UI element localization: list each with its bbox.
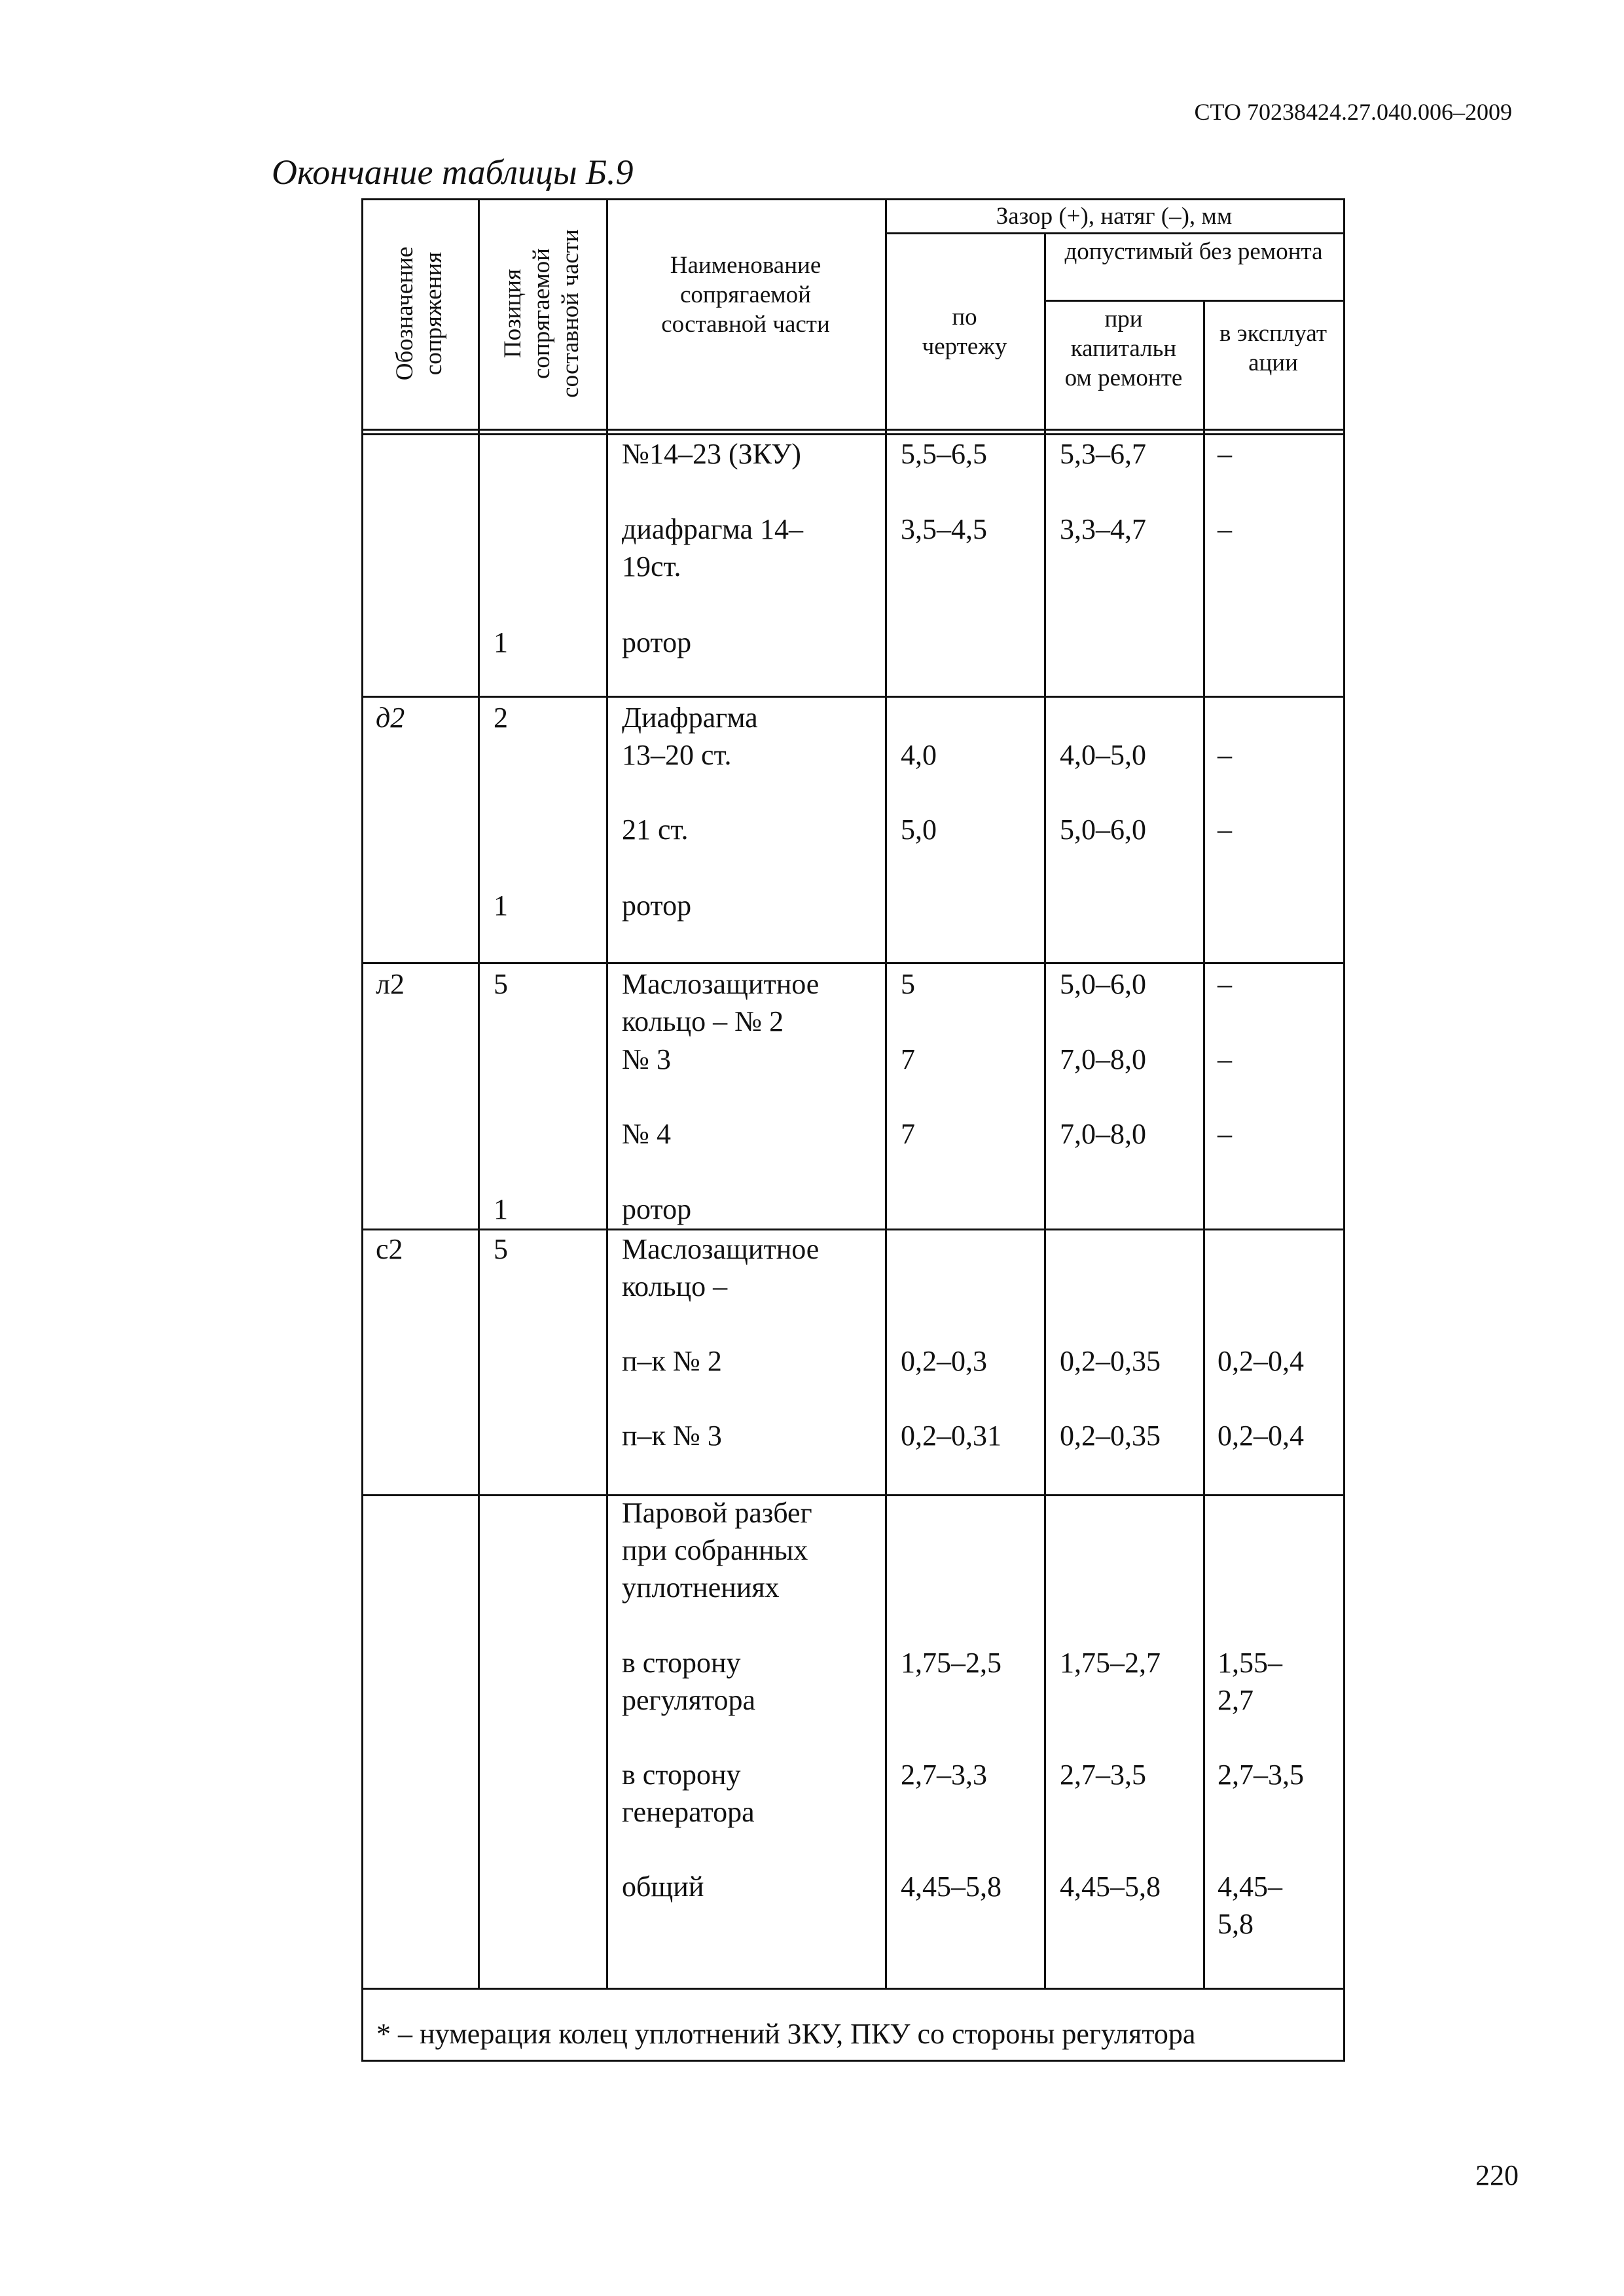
page-number: 220 xyxy=(1475,2159,1519,2191)
cell-per-drawing: 3,5–4,5 xyxy=(901,513,987,545)
cell-designation: л2 xyxy=(376,968,405,1000)
cell-designation: д2 xyxy=(376,702,405,734)
cell-overhaul: 0,2–0,35 xyxy=(1060,1420,1161,1452)
cell-position: 1 xyxy=(494,889,508,922)
cell-overhaul: 3,3–4,7 xyxy=(1060,513,1146,545)
cell-operation: – xyxy=(1218,814,1232,846)
cell-part-name: п–к № 2 xyxy=(622,1345,722,1377)
cell-part-name: ротор xyxy=(622,1193,692,1225)
column-divider xyxy=(606,198,608,1988)
cell-operation: 0,2–0,4 xyxy=(1218,1345,1304,1377)
cell-per-drawing: 5,0 xyxy=(901,814,937,846)
cell-overhaul: 4,0–5,0 xyxy=(1060,739,1146,771)
table-border-top xyxy=(361,198,1345,200)
cell-position: 2 xyxy=(494,702,508,734)
cell-part-name: п–к № 3 xyxy=(622,1420,722,1452)
row-divider xyxy=(361,1494,1345,1496)
row-divider xyxy=(361,1229,1345,1230)
cell-overhaul: 7,0–8,0 xyxy=(1060,1043,1146,1075)
header-mating-position: Позиция сопрягаемой составной части xyxy=(499,229,584,398)
header-mating-name: Наименование сопрягаемой составной части xyxy=(661,252,830,338)
cell-operation: – xyxy=(1218,438,1232,470)
cell-part-name: 13–20 ст. xyxy=(622,739,732,771)
cell-per-drawing: 7 xyxy=(901,1118,915,1150)
row-divider xyxy=(361,962,1345,964)
header-clearance-group: Зазор (+), натяг (–), мм xyxy=(996,203,1233,230)
header-subline xyxy=(1044,300,1345,302)
cell-operation: – xyxy=(1218,968,1232,1000)
header-allowed-group: допустимый без ремонта xyxy=(1064,238,1323,265)
cell-per-drawing: 4,45–5,8 xyxy=(901,1871,1001,1903)
column-divider xyxy=(478,198,480,1988)
table-border-left xyxy=(361,198,363,2062)
cell-overhaul: 5,0–6,0 xyxy=(1060,968,1146,1000)
cell-operation: – xyxy=(1218,1043,1232,1075)
table-footnote: * – нумерация колец уплотнений ЗКУ, ПКУ со стороны регулятора xyxy=(376,2018,1196,2050)
row-divider xyxy=(361,696,1345,698)
header-overhaul: при капитальн ом ремонте xyxy=(1064,306,1183,391)
cell-per-drawing: 0,2–0,3 xyxy=(901,1345,987,1377)
cell-part-name: №14–23 (ЗКУ) xyxy=(622,438,801,470)
table-border-bottom xyxy=(361,2060,1345,2062)
cell-overhaul: 7,0–8,0 xyxy=(1060,1118,1146,1150)
cell-part-name: Диафрагма xyxy=(622,702,758,734)
footnote-divider xyxy=(361,1988,1345,1990)
cell-part-name: ротор xyxy=(622,889,692,922)
header-divider xyxy=(361,429,1345,431)
cell-per-drawing: 5 xyxy=(901,968,915,1000)
cell-operation: 1,55– 2,7 xyxy=(1218,1647,1282,1716)
cell-part-name: общий xyxy=(622,1871,704,1903)
cell-operation: – xyxy=(1218,739,1232,771)
cell-operation: – xyxy=(1218,1118,1232,1150)
cell-operation: 4,45– 5,8 xyxy=(1218,1871,1282,1940)
cell-per-drawing: 1,75–2,5 xyxy=(901,1647,1001,1679)
cell-position: 1 xyxy=(494,1193,508,1225)
cell-position: 5 xyxy=(494,968,508,1000)
cell-position: 5 xyxy=(494,1233,508,1265)
column-divider xyxy=(1044,232,1046,1988)
cell-per-drawing: 5,5–6,5 xyxy=(901,438,987,470)
cell-per-drawing: 0,2–0,31 xyxy=(901,1420,1001,1452)
column-divider xyxy=(1203,300,1205,1988)
cell-part-name: 21 ст. xyxy=(622,814,689,846)
header-subline xyxy=(885,232,1345,234)
cell-overhaul: 1,75–2,7 xyxy=(1060,1647,1161,1679)
header-divider xyxy=(361,433,1345,435)
table-caption: Окончание таблицы Б.9 xyxy=(272,152,634,192)
cell-designation: с2 xyxy=(376,1233,403,1265)
cell-overhaul: 5,0–6,0 xyxy=(1060,814,1146,846)
cell-overhaul: 0,2–0,35 xyxy=(1060,1345,1161,1377)
cell-part-name: Паровой разбег при собранных уплотнениях xyxy=(622,1497,812,1604)
cell-part-name: Маслозащитное кольцо – xyxy=(622,1233,820,1302)
cell-overhaul: 4,45–5,8 xyxy=(1060,1871,1161,1903)
header-operation: в эксплуат ации xyxy=(1219,320,1327,376)
cell-part-name: № 4 xyxy=(622,1118,671,1150)
cell-part-name: диафрагма 14– 19ст. xyxy=(622,513,804,583)
cell-operation: 0,2–0,4 xyxy=(1218,1420,1304,1452)
cell-position: 1 xyxy=(494,626,508,658)
cell-part-name: Маслозащитное кольцо – № 2 xyxy=(622,968,820,1037)
table-border-right xyxy=(1343,198,1345,2062)
cell-overhaul: 2,7–3,5 xyxy=(1060,1759,1146,1791)
cell-per-drawing: 2,7–3,3 xyxy=(901,1759,987,1791)
cell-overhaul: 5,3–6,7 xyxy=(1060,438,1146,470)
document-code: СТО 70238424.27.040.006–2009 xyxy=(1194,99,1512,125)
cell-part-name: в сторону регулятора xyxy=(622,1647,756,1716)
cell-operation: – xyxy=(1218,513,1232,545)
cell-part-name: в сторону генератора xyxy=(622,1759,755,1828)
cell-part-name: ротор xyxy=(622,626,692,658)
cell-part-name: № 3 xyxy=(622,1043,671,1075)
header-mating-designation: Обозначение сопряжения xyxy=(391,246,447,381)
header-per-drawing: по чертежу xyxy=(922,304,1007,360)
cell-per-drawing: 4,0 xyxy=(901,739,937,771)
column-divider xyxy=(885,198,887,1988)
cell-operation: 2,7–3,5 xyxy=(1218,1759,1304,1791)
cell-per-drawing: 7 xyxy=(901,1043,915,1075)
